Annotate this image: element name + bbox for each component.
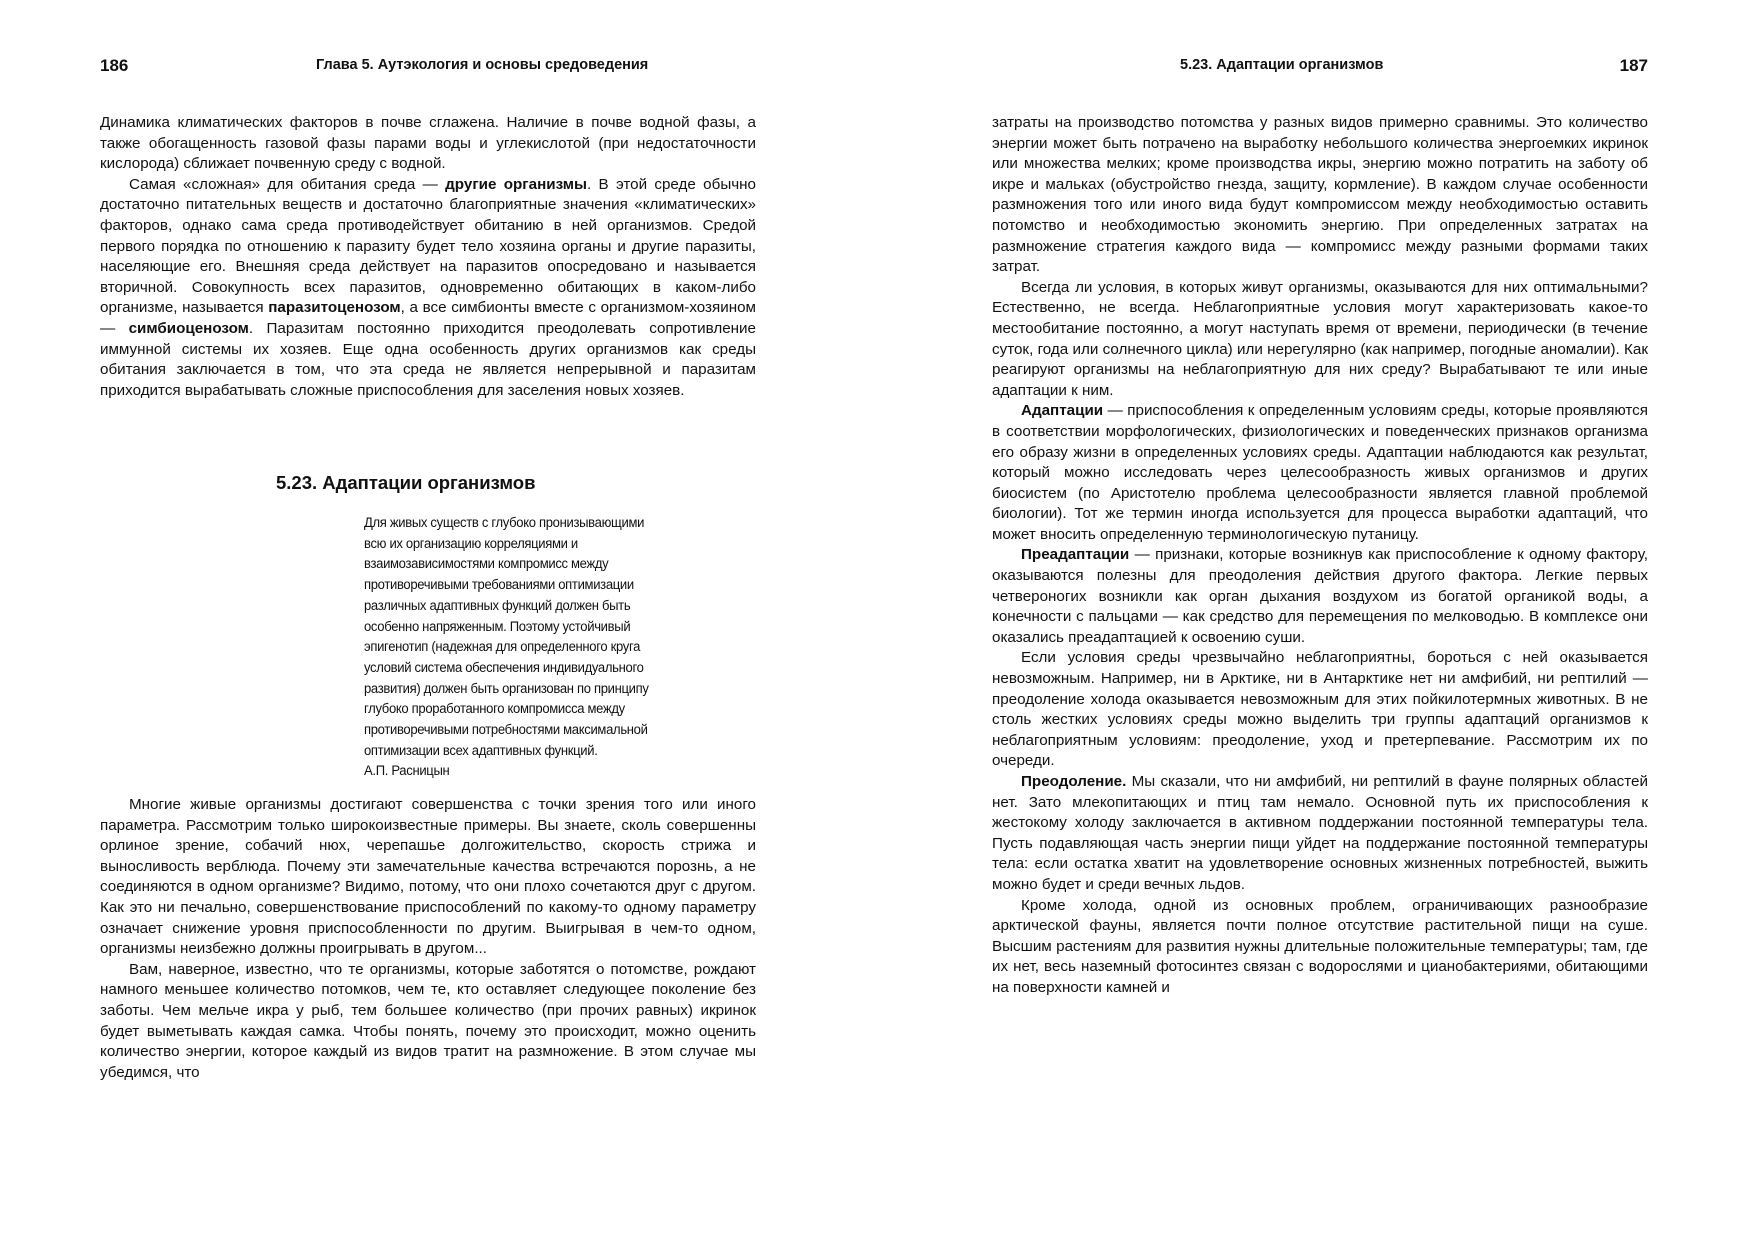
paragraph: Всегда ли условия, в которых живут организмы, оказываются для них оптимальными? Естественно, не всегда. Неблагоприятные условия могут характеризовать какое-то местообитание постоянно, а могут наступать время от времени, периодически (в течение суток, года или солнечного цикла) или нерегулярно (как например, погодные аномалии). Как реагируют организмы на неблагоприятную для них среду? Вырабатывают те или иные адаптации к ним. (992, 278, 1648, 399)
paragraph: Если условия среды чрезвычайно неблагоприятны, бороться с ней оказывается невозможным. Например, ни в Арктике, ни в Антарктике нет ни амфибий, ни рептилий — преодоление холода оказывается невозможным для этих пойкилотермных животных. В не столь жестких условиях среды можно выделить три группы адаптаций организмов к неблагоприятным условиям: преодоление, уход и претерпевание. Рассмотрим их по очереди. (992, 649, 1648, 770)
right-page-header (992, 56, 1648, 80)
paragraph: Преодоление. Мы сказали, что ни амфибий, ни рептилий в фауне полярных областей нет. Зато млекопитающих и птиц там немало. Основной путь их приспособления к жестокому холоду заключается в активном поддержании постоянной температуры тела. Пусть подавляющая часть энергии пищи уйдет на поддержание постоянной температуры тела: если остатка хватит на удовлетворение основных жизненных потребностей, выжить можно будет и среди вечных льдов. (992, 773, 1648, 893)
running-head: Глава 5. Аутэкология и основы средоведения (316, 57, 649, 73)
paragraph: затраты на производство потомства у разных видов примерно сравнимы. Это количество энергии может быть потрачено на выработку небольшого количества энергоемких икринок или множества мелких; кроме производства икры, энергию можно потратить на заботу об икре и мальках (обустройство гнезда, защиту, кормление). В каждом случае особенности размножения того или иного вида будут компромиссом между необходимостью оставить потомство и необходимостью экономить энергию. При определенных затратах на размножение стратегия каждого вида — компромисс между разными формами таких затрат. (992, 114, 1648, 276)
running-head: 5.23. Адаптации организмов (1180, 57, 1384, 73)
body-text-bottom (100, 795, 756, 1083)
epigraph-line: развития) должен быть организован по принципу (364, 680, 649, 697)
epigraph-line: особенно напряженным. Поэтому устойчивый (364, 618, 631, 635)
left-page (100, 0, 756, 1239)
epigraph-line: эпигенотип (надежная для определенного круга (364, 639, 641, 656)
epigraph-line: противоречивыми потребностями максимальной (364, 722, 648, 739)
epigraph-line: глубоко проработанного компромисса между (364, 701, 625, 718)
paragraph: Динамика климатических факторов в почве сглажена. Наличие в почве водной фазы, а также обогащенность газовой фазы парами воды и углекислотой (при недостаточности кислорода) сближает почвенную среду с водной. (100, 114, 756, 173)
paragraph: Вам, наверное, известно, что те организмы, которые заботятся о потомстве, рождают намного меньшее количество потомков, чем те, кто оставляет следующее поколение без заботы. Чем мельче икра у рыб, тем большее количество (при прочих равных) икринок будет выметывать каждая самка. Чтобы понять, почему это происходит, можно оценить количество энергии, которое каждый из видов тратит на размножение. В этом случае мы убедимся, что (100, 960, 756, 1081)
epigraph-line: всю их организацию корреляциями и (364, 535, 578, 552)
epigraph-line: Для живых существ с глубоко пронизывающими (364, 515, 645, 531)
paragraph: Адаптации — приспособления к определенным условиям среды, которые проявляются в соответствии морфологических, физиологических и поведенческих признаков организма его образу жизни в определенных условиях среды. Адаптации наблюдаются как результат, который можно исследовать через целесообразность живых организмов и других биосистем (по Аристотелю проблема целесообразности является главной проблемой биологии). Тот же термин иногда используется для процесса выработки адаптаций, что может вносить определенную терминологическую путаницу. (992, 402, 1648, 543)
paragraph: Многие живые организмы достигают совершенства с точки зрения того или иного параметра. Рассмотрим только широкоизвестные примеры. Вы знаете, сколь совершенны орлиное зрение, собачий нюх, черепашье долгожительство, скорость стрижа и выносливость верблюда. Почему эти замечательные качества встречаются порознь, а не соединяются в одном организме? Видимо, потому, что они плохо сочетаются друг с другом. Как это ни печально, совершенствование приспособлений по какому-то одному параметру означает снижение уровня приспособленности по другим. Выигрывая в чем-то одном, организмы неизбежно должны проигрывать в другом... (100, 796, 756, 958)
epigraph-line: оптимизации всех адаптивных функций. (364, 742, 598, 759)
section-title: 5.23. Адаптации организмов (276, 472, 536, 493)
epigraph-line: условий система обеспечения индивидуального (364, 659, 644, 676)
epigraph-line: А.П. Расницын (364, 763, 450, 780)
page-number: 187 (1619, 56, 1648, 75)
epigraph (364, 513, 743, 782)
body-text-top (100, 113, 756, 401)
paragraph: Самая «сложная» для обитания среда — другие организмы. В этой среде обычно достаточно питательных веществ и достаточно благоприятные значения «климатических» факторов, однако сама среда противодействует обитанию в ней организмов. Средой первого порядка по отношению к паразиту будет тело хозяина органы и другие паразиты, населяющие его. Внешняя среда действует на паразитов опосредовано и называется вторичной. Совокупность всех паразитов, одновременно обитающих в каком-либо организме, называется паразитоценозом, а все симбионты вместе с организмом-хозяином — симбиоценозом. Паразитам постоянно приходится преодолевать сопротивление иммунной системы их хозяев. Еще одна особенность других организмов как среды обитания заключается в том, что эта среда не является непрерывной и паразитам приходится вырабатывать сложные приспособления для заселения новых хозяев. (100, 175, 757, 399)
paragraph: Кроме холода, одной из основных проблем, ограничивающих разнообразие арктической фауны, является почти полное отсутствие растительной пищи на суше. Высшим растениям для развития нужны длительные положительные температуры; там, где их нет, весь наземный фотосинтез связан с водорослями и цианобактериями, обитающими на поверхности камней и (992, 896, 1648, 996)
epigraph-line: взаимозависимостями компромисс между (364, 556, 609, 573)
left-page-header (100, 56, 756, 80)
body-text (992, 113, 1648, 999)
paragraph: Преадаптации — признаки, которые возникнув как приспособление к одному фактору, оказываются полезны для преодоления действия другого фактора. Легкие первых четвероногих возникли как орган дыхания воздухом из богатой органикой воды, а конечности с пальцами — как средство для перемещения по мелководью. В комплексе они оказались преадаптацией к освоению суши. (992, 546, 1648, 646)
page-number: 186 (100, 56, 129, 75)
epigraph-line: различных адаптивных функций должен быть (364, 597, 631, 614)
right-page (992, 0, 1648, 1239)
epigraph-line: противоречивыми требованиями оптимизации (364, 577, 634, 594)
